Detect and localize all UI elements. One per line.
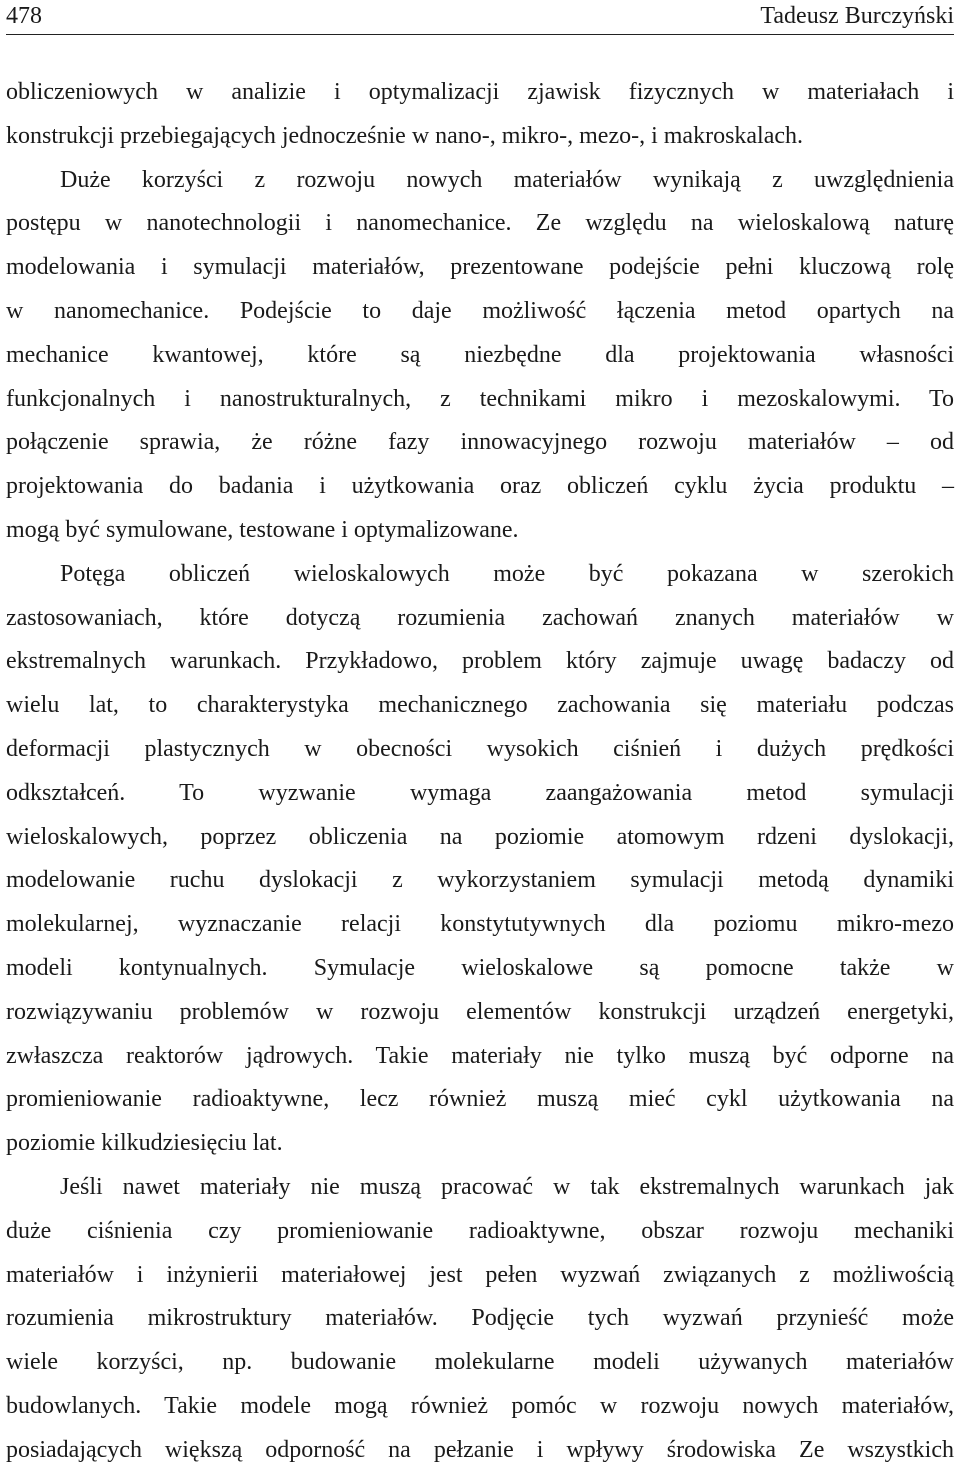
text-line: promieniowanie radioaktywne, lecz również muszą mieć cykl użytkowania na bbox=[6, 1086, 954, 1113]
text-line: projektowania do badania i użytkowania oraz obliczeń cyklu życia produktu – bbox=[6, 473, 954, 500]
text-line: ekstremalnych warunkach. Przykładowo, problem który zajmuje uwagę badaczy od bbox=[6, 648, 954, 675]
text-line: funkcjonalnych i nanostrukturalnych, z technikami mikro i mezoskalowymi. To bbox=[6, 385, 954, 412]
text-line: posiadających większą odporność na pełzanie i wpływy środowiska Ze wszystkich bbox=[6, 1436, 954, 1463]
text-line: postępu w nanotechnologii i nanomechanice. Ze względu na wieloskalową naturę bbox=[6, 210, 954, 237]
text-line: mechanice kwantowej, które są niezbędne dla projektowania własności bbox=[6, 341, 954, 368]
text-line: modelowanie ruchu dyslokacji z wykorzystaniem symulacji metodą dynamiki bbox=[6, 867, 954, 894]
text-line: rozwiązywaniu problemów w rozwoju elementów konstrukcji urządzeń energetyki, bbox=[6, 998, 954, 1025]
text-line: Jeśli nawet materiały nie muszą pracować w tak ekstremalnych warunkach jak bbox=[60, 1173, 954, 1200]
text-line: wielu lat, to charakterystyka mechanicznego zachowania się materiału podczas bbox=[6, 692, 954, 719]
text-line: połączenie sprawia, że różne fazy innowacyjnego rozwoju materiałów – od bbox=[6, 429, 954, 456]
text-line: w nanomechanice. Podejście to daje możliwość łączenia metod opartych na bbox=[6, 297, 954, 324]
page-number: 478 bbox=[6, 3, 42, 29]
text-line: wieloskalowych, poprzez obliczenia na poziomie atomowym rdzeni dyslokacji, bbox=[6, 823, 954, 850]
body-text bbox=[6, 71, 954, 1473]
text-line: zwłaszcza reaktorów jądrowych. Takie materiały nie tylko muszą być odporne na bbox=[6, 1042, 954, 1069]
text-line: materiałów i inżynierii materiałowej jest pełen wyzwań związanych z możliwością bbox=[6, 1261, 954, 1288]
text-line: mogą być symulowane, testowane i optymalizowane. bbox=[6, 516, 519, 543]
text-line: konstrukcji przebiegających jednocześnie w nano-, mikro-, mezo-, i makroskalach. bbox=[6, 122, 804, 149]
text-line: rozumienia mikrostruktury materiałów. Podjęcie tych wyzwań przynieść może bbox=[6, 1305, 954, 1332]
page-header bbox=[6, 0, 954, 35]
text-line: budowlanych. Takie modele mogą również pomóc w rozwoju nowych materiałów, bbox=[6, 1392, 954, 1419]
text-line: molekularnej, wyznaczanie relacji konstytutywnych dla poziomu mikro-mezo bbox=[6, 911, 954, 938]
text-line: deformacji plastycznych w obecności wysokich ciśnień i dużych prędkości bbox=[6, 735, 954, 762]
text-line: Duże korzyści z rozwoju nowych materiałów wynikają z uwzględnienia bbox=[60, 166, 954, 193]
text-line: poziomie kilkudziesięciu lat. bbox=[6, 1130, 283, 1157]
running-head-author: Tadeusz Burczyński bbox=[760, 3, 954, 29]
text-line: modelowania i symulacji materiałów, prezentowane podejście pełni kluczową rolę bbox=[6, 254, 954, 281]
text-line: wiele korzyści, np. budowanie molekularne modeli używanych materiałów bbox=[6, 1349, 954, 1376]
text-line: odkształceń. To wyzwanie wymaga zaangażowania metod symulacji bbox=[6, 779, 954, 806]
text-line: zastosowaniach, które dotyczą rozumienia zachowań znanych materiałów w bbox=[6, 604, 954, 631]
text-line: duże ciśnienia czy promieniowanie radioaktywne, obszar rozwoju mechaniki bbox=[6, 1217, 954, 1244]
text-line: modeli kontynualnych. Symulacje wieloskalowe są pomocne także w bbox=[6, 954, 954, 981]
text-line: obliczeniowych w analizie i optymalizacji zjawisk fizycznych w materiałach i bbox=[6, 79, 954, 105]
text-line: Potęga obliczeń wieloskalowych może być pokazana w szerokich bbox=[60, 560, 954, 587]
